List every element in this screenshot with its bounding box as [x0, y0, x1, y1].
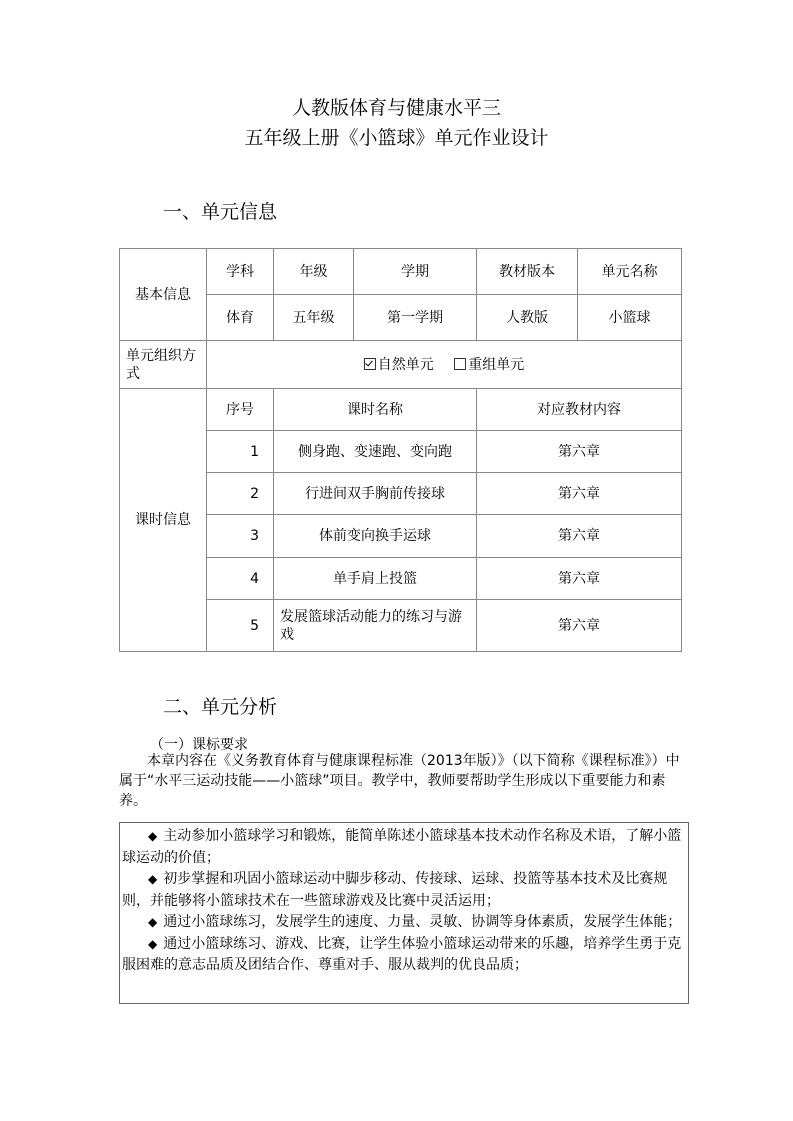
value-edition: 人教版 — [477, 295, 578, 341]
lesson-info-label: 课时信息 — [120, 389, 207, 652]
basic-info-label: 基本信息 — [120, 249, 207, 341]
lesson-header-row — [120, 389, 682, 431]
org-options — [207, 341, 682, 389]
option-natural-label: 自然单元 — [377, 356, 434, 373]
lesson-name: 体前变向换手运球 — [274, 515, 477, 558]
bullet-text: 通过小篮球练习、游戏、比赛，让学生体验小篮球运动带来的乐趣，培养学生勇于克服困难的意志品质及团结合作、尊重对手、服从裁判的优良品质； — [122, 935, 682, 973]
header-semester: 学期 — [354, 249, 477, 295]
header-edition: 教材版本 — [477, 249, 578, 295]
lesson-content: 第六章 — [477, 515, 682, 558]
value-semester: 第一学期 — [354, 295, 477, 341]
header-seq: 序号 — [207, 389, 274, 431]
section2-heading: 二、单元分析 — [163, 696, 278, 718]
option-regroup-label: 重组单元 — [468, 356, 525, 373]
list-item — [122, 869, 686, 912]
lesson-content: 第六章 — [477, 558, 682, 600]
header-unit-name: 单元名称 — [578, 249, 682, 295]
diamond-bullet-icon: ◆ — [148, 936, 158, 951]
bullet-text: 初步掌握和巩固小篮球运动中脚步移动、传接球、运球、投篮等基本技术及比赛规则，并能够将小篮球技术在一些篮球游戏及比赛中灵活运用； — [122, 871, 668, 909]
value-subject: 体育 — [207, 295, 274, 341]
lesson-name: 单手肩上投篮 — [274, 558, 477, 600]
org-row — [120, 341, 682, 389]
lesson-no: 2 — [207, 473, 274, 515]
section1-heading: 一、单元信息 — [163, 201, 278, 223]
lesson-no: 5 — [207, 600, 274, 652]
lesson-content: 第六章 — [477, 600, 682, 652]
lesson-content: 第六章 — [477, 431, 682, 473]
bullet-text: 主动参加小篮球学习和锻炼，能简单陈述小篮球基本技术动作名称及术语，了解小篮球运动的价值； — [122, 828, 682, 866]
lesson-name: 行进间双手胸前传接球 — [274, 473, 477, 515]
option-natural-unit[interactable] — [364, 357, 434, 373]
header-textbook-content: 对应教材内容 — [477, 389, 682, 431]
diamond-bullet-icon: ◆ — [148, 872, 158, 886]
lesson-content: 第六章 — [477, 473, 682, 515]
value-unit-name: 小篮球 — [578, 295, 682, 341]
bullet-text: 通过小篮球练习，发展学生的速度、力量、灵敏、协调等身体素质，发展学生体能； — [163, 914, 682, 930]
curriculum-paragraph: 本章内容在《义务教育体育与健康课程标准（2013年版）》（以下简称《课程标准》）中属于“水平三运动技能——小篮球”项目。教学中，教师要帮助学生形成以下重要能力和素养。 — [119, 753, 680, 809]
header-lesson-name: 课时名称 — [274, 389, 477, 431]
header-grade: 年级 — [274, 249, 354, 295]
lesson-name: 侧身跑、变速跑、变向跑 — [274, 431, 477, 473]
diamond-bullet-icon: ◆ — [148, 915, 158, 929]
list-item — [122, 912, 686, 934]
checkbox-checked-icon[interactable] — [364, 358, 376, 370]
option-regroup-unit[interactable] — [454, 357, 524, 373]
requirements-box — [119, 822, 689, 1004]
lesson-no: 3 — [207, 515, 274, 558]
checkbox-empty-icon[interactable] — [454, 358, 466, 370]
diamond-bullet-icon: ◆ — [148, 829, 158, 843]
list-item — [122, 826, 686, 869]
org-label: 单元组织方式 — [120, 341, 207, 389]
lesson-name: 发展篮球活动能力的练习与游戏 — [274, 600, 477, 652]
basic-header-row — [120, 249, 682, 295]
doc-title-line1: 人教版体育与健康水平三 — [291, 97, 501, 119]
subheading-curriculum: （一）课标要求 — [150, 737, 248, 753]
lesson-no: 4 — [207, 558, 274, 600]
unit-info-table — [119, 248, 682, 652]
header-subject: 学科 — [207, 249, 274, 295]
lesson-no: 1 — [207, 431, 274, 473]
list-item — [122, 934, 686, 977]
doc-title-line2: 五年级上册《小篮球》单元作业设计 — [244, 127, 549, 149]
value-grade: 五年级 — [274, 295, 354, 341]
